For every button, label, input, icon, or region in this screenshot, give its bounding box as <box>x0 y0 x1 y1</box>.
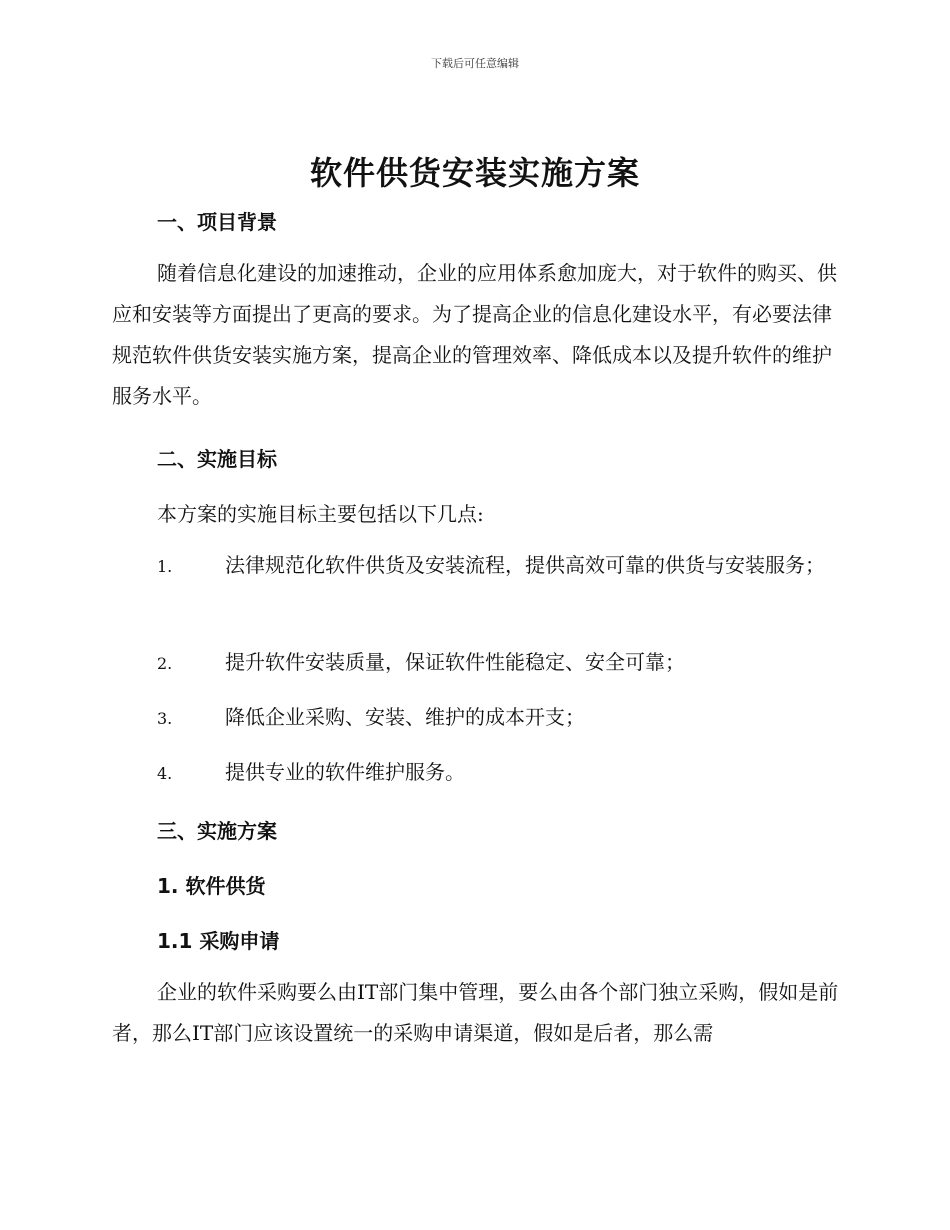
list-item-text: 法律规范化软件供货及安装流程，提供高效可靠的供货与安装服务； <box>225 553 825 577</box>
section-heading-background: 一、项目背景 <box>157 210 277 234</box>
section-heading-plan: 三、实施方案 <box>157 819 277 843</box>
goals-intro: 本方案的实施目标主要包括以下几点: <box>157 502 484 526</box>
section-heading-goals: 二、实施目标 <box>157 447 277 471</box>
list-item-number: 3. <box>157 709 173 728</box>
list-item <box>112 545 842 587</box>
background-paragraph: 随着信息化建设的加速推动，企业的应用体系愈加庞大，对于软件的购买、供应和安装等方面提出了更高的要求。为了提高企业的信息化建设水平，有必要法律规范软件供货安装实施方案，提高企业的管理效率、降低成本以及提升软件的维护服务水平。 <box>112 261 837 408</box>
list-item <box>112 752 842 794</box>
list-item-text: 降低企业采购、安装、维护的成本开支； <box>225 705 585 729</box>
subheading-purchase-request: 1.1 采购申请 <box>157 929 280 953</box>
list-item-text: 提升软件安装质量，保证软件性能稳定、安全可靠； <box>225 650 685 674</box>
list-item <box>112 642 842 684</box>
list-item-text: 提供专业的软件维护服务。 <box>225 760 465 784</box>
list-item <box>112 697 842 739</box>
list-item-number: 4. <box>157 764 173 783</box>
subheading-software-supply: 1. 软件供货 <box>157 874 266 898</box>
header-note: 下载后可任意编辑 <box>431 57 519 70</box>
document-title: 软件供货安装实施方案 <box>309 154 640 192</box>
purchase-paragraph: 企业的软件采购要么由IT部门集中管理，要么由各个部门独立采购，假如是前者，那么IT部门应该设置统一的采购申请渠道，假如是后者，那么需 <box>112 980 839 1045</box>
list-item-number: 1. <box>157 557 173 576</box>
list-item-number: 2. <box>157 654 173 673</box>
